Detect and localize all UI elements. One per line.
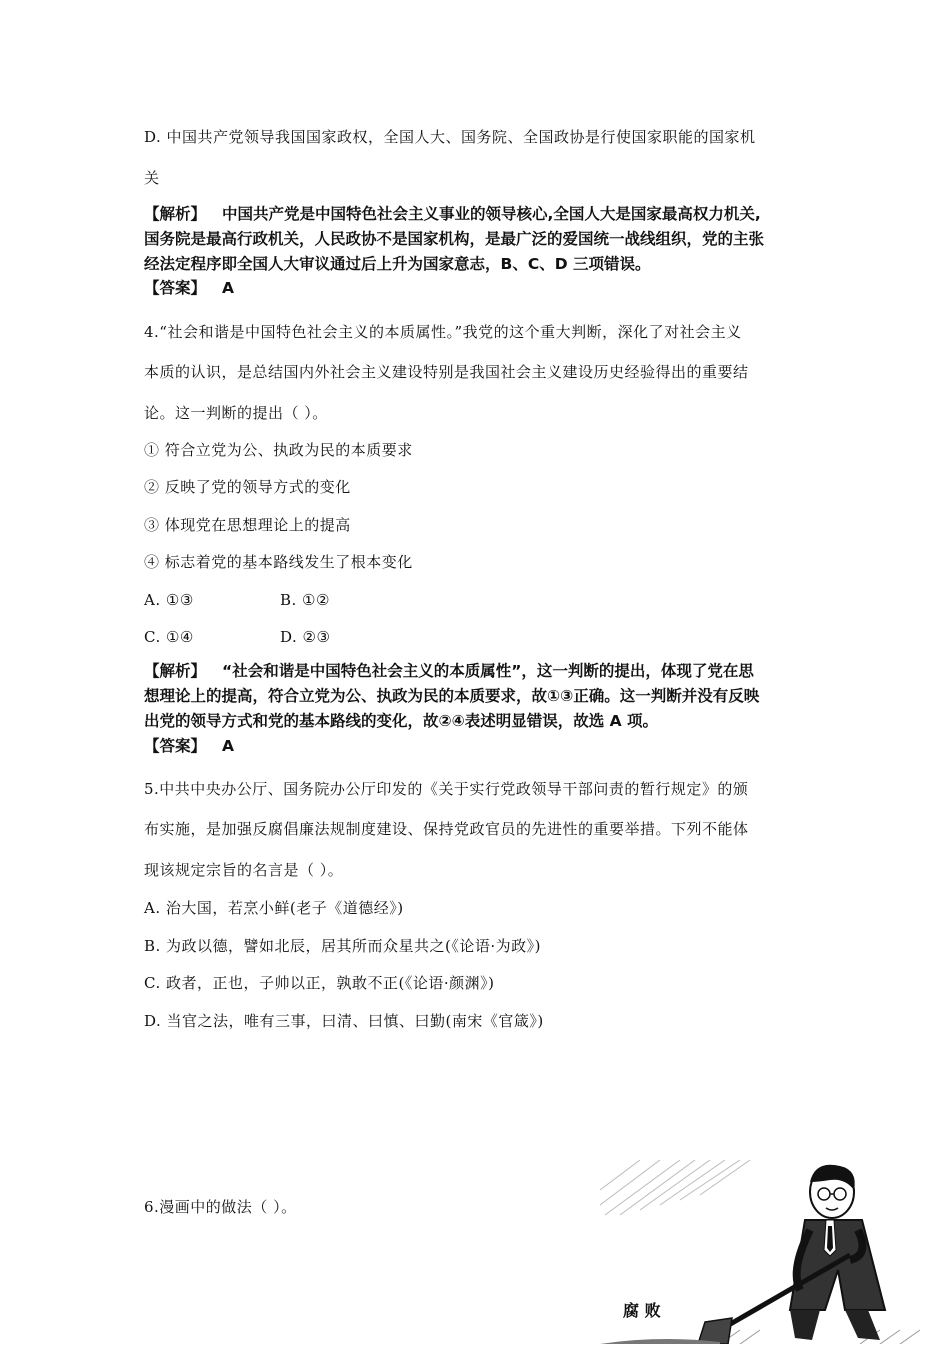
q4-answer-line xyxy=(144,736,234,756)
q4-option-c: C. ①④ xyxy=(144,628,194,646)
q3-analysis-line1 xyxy=(144,204,761,224)
q6-stem: 6.漫画中的做法（ ）。 xyxy=(144,1198,297,1216)
q3-option-d-line1: D. 中国共产党领导我国国家政权，全国人大、国务院、全国政协是行使国家职能的国家机 xyxy=(144,128,756,146)
q3-analysis-text1: 中国共产党是中国特色社会主义事业的领导核心,全国人大是国家最高权力机关, xyxy=(222,205,761,223)
q4-analysis-line3: 出党的领导方式和党的基本路线的变化，故②④表述明显错误，故选 A 项。 xyxy=(144,712,659,730)
q4-analysis-text1: “社会和谐是中国特色社会主义的本质属性”，这一判断的提出，体现了党在思 xyxy=(222,662,754,680)
analysis-tag: 【解析】 xyxy=(144,662,207,680)
q4-options-row2 xyxy=(144,627,331,647)
q3-answer: A xyxy=(222,279,235,297)
q4-item-2: ② 反映了党的领导方式的变化 xyxy=(144,478,351,496)
q5-stem-line2: 布实施，是加强反腐倡廉法规制度建设、保持党政官员的先进性的重要举措。下列不能体 xyxy=(144,820,749,838)
cartoon-caption: 腐 败 xyxy=(623,1301,661,1320)
q5-stem-line3: 现该规定宗旨的名言是（ ）。 xyxy=(144,861,344,879)
analysis-tag: 【解析】 xyxy=(144,205,207,223)
q4-option-a: A. ①③ xyxy=(144,591,194,609)
q3-option-d-line2: 关 xyxy=(144,169,160,187)
q4-options-row1 xyxy=(144,590,330,610)
q5-option-a: A. 治大国，若烹小鲜(老子《道德经》) xyxy=(144,899,404,917)
q4-stem-line1: 4.“社会和谐是中国特色社会主义的本质属性。”我党的这个重大判断，深化了对社会主义 xyxy=(144,323,742,341)
q4-stem-line2: 本质的认识，是总结国内外社会主义建设特别是我国社会主义建设历史经验得出的重要结 xyxy=(144,363,749,381)
q3-answer-line xyxy=(144,278,234,298)
q5-option-c: C. 政者，正也，子帅以正，孰敢不正(《论语·颜渊》) xyxy=(144,974,495,992)
q4-analysis-line2: 想理论上的提高，符合立党为公、执政为民的本质要求，故①③正确。这一判断并没有反映 xyxy=(144,687,760,705)
answer-tag: 【答案】 xyxy=(144,737,207,755)
q4-option-d: D. ②③ xyxy=(280,628,331,646)
q3-analysis-line2: 国务院是最高行政机关，人民政协不是国家机构，是最广泛的爱国统一战线组织，党的主张 xyxy=(144,230,765,248)
answer-tag: 【答案】 xyxy=(144,279,207,297)
q4-analysis-line1 xyxy=(144,661,754,681)
q4-answer: A xyxy=(222,737,235,755)
cartoon-illustration xyxy=(600,1160,950,1344)
q4-item-4: ④ 标志着党的基本路线发生了根本变化 xyxy=(144,553,413,571)
q5-option-d: D. 当官之法，唯有三事，曰清、曰慎、曰勤(南宋《官箴》) xyxy=(144,1012,544,1030)
q4-stem-line3: 论。这一判断的提出（ ）。 xyxy=(144,404,328,422)
q5-stem-line1: 5.中共中央办公厅、国务院办公厅印发的《关于实行党政领导干部问责的暂行规定》的颁 xyxy=(144,780,749,798)
q3-analysis-line3: 经法定程序即全国人大审议通过后上升为国家意志，B、C、D 三项错误。 xyxy=(144,255,651,273)
q4-option-b: B. ①② xyxy=(280,591,330,609)
q5-option-b: B. 为政以德，譬如北辰，居其所而众星共之(《论语·为政》) xyxy=(144,937,542,955)
q4-item-1: ① 符合立党为公、执政为民的本质要求 xyxy=(144,441,413,459)
q4-item-3: ③ 体现党在思想理论上的提高 xyxy=(144,516,351,534)
